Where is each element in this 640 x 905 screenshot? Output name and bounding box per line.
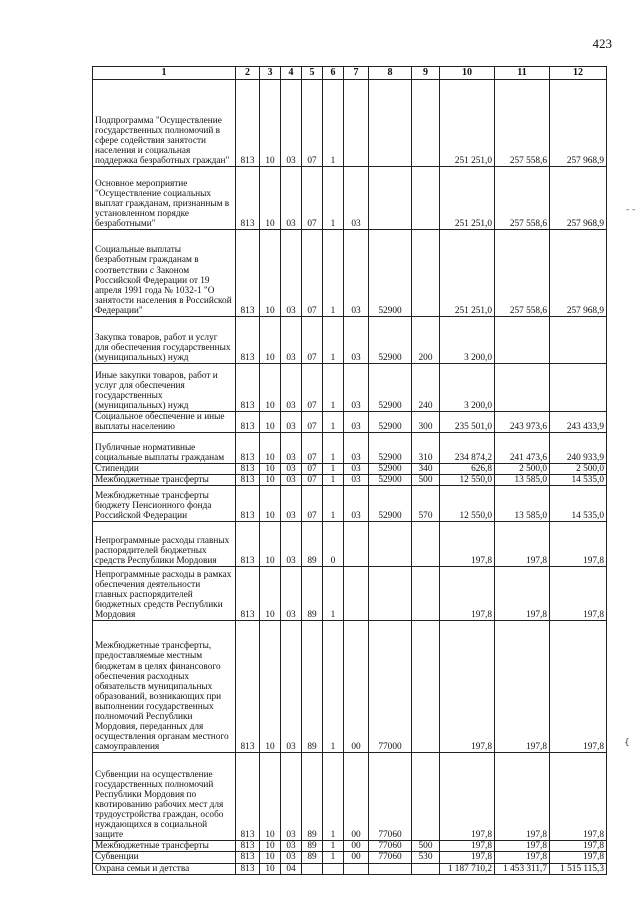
value-cell bbox=[412, 621, 440, 753]
value-cell: 89 bbox=[302, 753, 323, 841]
value-cell: 52900 bbox=[369, 464, 412, 475]
value-cell: 03 bbox=[281, 230, 302, 317]
value-cell: 197,8 bbox=[550, 852, 607, 863]
value-cell: 197,8 bbox=[440, 852, 495, 863]
value-cell: 52900 bbox=[369, 230, 412, 317]
value-cell: 03 bbox=[281, 567, 302, 621]
value-cell: 1 bbox=[323, 621, 344, 753]
value-cell: 813 bbox=[236, 841, 260, 852]
value-cell: 77060 bbox=[369, 753, 412, 841]
value-cell: 813 bbox=[236, 433, 260, 464]
table-row bbox=[93, 852, 607, 863]
table-body bbox=[93, 80, 607, 875]
header-cell: 11 bbox=[495, 67, 550, 80]
value-cell: 235 501,0 bbox=[440, 412, 495, 433]
value-cell: 813 bbox=[236, 464, 260, 475]
table-row bbox=[93, 167, 607, 230]
value-cell bbox=[550, 317, 607, 364]
value-cell: 813 bbox=[236, 863, 260, 874]
header-cell: 4 bbox=[281, 67, 302, 80]
value-cell: 07 bbox=[302, 412, 323, 433]
value-cell: 1 bbox=[323, 464, 344, 475]
value-cell: 3 200,0 bbox=[440, 317, 495, 364]
header-cell: 12 bbox=[550, 67, 607, 80]
value-cell: 197,8 bbox=[550, 567, 607, 621]
value-cell: 03 bbox=[281, 167, 302, 230]
value-cell: 197,8 bbox=[495, 753, 550, 841]
value-cell: 0 bbox=[323, 522, 344, 567]
value-cell: 03 bbox=[281, 412, 302, 433]
value-cell: 03 bbox=[281, 753, 302, 841]
value-cell: 03 bbox=[344, 464, 369, 475]
value-cell: 77060 bbox=[369, 841, 412, 852]
value-cell: 530 bbox=[412, 852, 440, 863]
value-cell: 52900 bbox=[369, 364, 412, 412]
value-cell: 257 558,6 bbox=[495, 167, 550, 230]
value-cell: 813 bbox=[236, 80, 260, 167]
value-cell bbox=[412, 80, 440, 167]
value-cell: 89 bbox=[302, 841, 323, 852]
row-name-cell: Субвенции bbox=[93, 852, 236, 863]
value-cell: 10 bbox=[260, 433, 281, 464]
value-cell: 10 bbox=[260, 486, 281, 522]
value-cell: 197,8 bbox=[440, 753, 495, 841]
table-row bbox=[93, 412, 607, 433]
header-cell: 9 bbox=[412, 67, 440, 80]
table-row bbox=[93, 80, 607, 167]
value-cell: 03 bbox=[281, 841, 302, 852]
value-cell: 257 968,9 bbox=[550, 80, 607, 167]
value-cell: 813 bbox=[236, 753, 260, 841]
table-row bbox=[93, 522, 607, 567]
value-cell: 1 bbox=[323, 364, 344, 412]
value-cell: 03 bbox=[281, 317, 302, 364]
value-cell: 240 bbox=[412, 364, 440, 412]
value-cell: 03 bbox=[344, 412, 369, 433]
value-cell: 1 bbox=[323, 317, 344, 364]
value-cell bbox=[369, 863, 412, 874]
value-cell bbox=[323, 863, 344, 874]
value-cell: 89 bbox=[302, 621, 323, 753]
row-name-cell: Публичные нормативные социальные выплаты гражданам bbox=[93, 433, 236, 464]
value-cell: 200 bbox=[412, 317, 440, 364]
value-cell: 07 bbox=[302, 167, 323, 230]
value-cell: 197,8 bbox=[495, 841, 550, 852]
value-cell: 10 bbox=[260, 567, 281, 621]
value-cell: 10 bbox=[260, 852, 281, 863]
value-cell: 1 453 311,7 bbox=[495, 863, 550, 874]
value-cell: 10 bbox=[260, 80, 281, 167]
value-cell: 07 bbox=[302, 317, 323, 364]
value-cell: 10 bbox=[260, 863, 281, 874]
table-row bbox=[93, 433, 607, 464]
value-cell: 07 bbox=[302, 364, 323, 412]
value-cell: 813 bbox=[236, 364, 260, 412]
value-cell: 10 bbox=[260, 230, 281, 317]
value-cell: 500 bbox=[412, 841, 440, 852]
value-cell: 500 bbox=[412, 475, 440, 486]
table-row bbox=[93, 364, 607, 412]
value-cell: 251 251,0 bbox=[440, 230, 495, 317]
value-cell: 52900 bbox=[369, 412, 412, 433]
value-cell: 240 933,9 bbox=[550, 433, 607, 464]
table-row bbox=[93, 863, 607, 874]
value-cell bbox=[412, 753, 440, 841]
row-name-cell: Охрана семьи и детства bbox=[93, 863, 236, 874]
value-cell: 1 bbox=[323, 753, 344, 841]
value-cell: 10 bbox=[260, 464, 281, 475]
value-cell bbox=[344, 863, 369, 874]
value-cell bbox=[344, 80, 369, 167]
value-cell: 89 bbox=[302, 522, 323, 567]
value-cell: 07 bbox=[302, 230, 323, 317]
value-cell bbox=[412, 863, 440, 874]
row-name-cell: Иные закупки товаров, работ и услуг для обеспечения государственных (муниципальных) нужд bbox=[93, 364, 236, 412]
value-cell: 10 bbox=[260, 753, 281, 841]
header-cell: 2 bbox=[236, 67, 260, 80]
value-cell: 197,8 bbox=[550, 621, 607, 753]
header-cell: 1 bbox=[93, 67, 236, 80]
value-cell: 89 bbox=[302, 567, 323, 621]
value-cell bbox=[369, 522, 412, 567]
row-name-cell: Межбюджетные трансферты, предоставляемые местным бюджетам в целях финансового обеспечения расходных обязательств муниципальных образований, возникающих при выполнении государственных полномочий Республики Мордовия, переданных для осуществления органам местного самоуправления bbox=[93, 621, 236, 753]
value-cell: 197,8 bbox=[550, 841, 607, 852]
value-cell: 197,8 bbox=[495, 621, 550, 753]
value-cell bbox=[302, 863, 323, 874]
value-cell: 1 bbox=[323, 230, 344, 317]
value-cell: 1 bbox=[323, 167, 344, 230]
value-cell: 89 bbox=[302, 852, 323, 863]
value-cell bbox=[412, 230, 440, 317]
value-cell: 77000 bbox=[369, 621, 412, 753]
value-cell: 813 bbox=[236, 621, 260, 753]
row-name-cell: Непрограммные расходы в рамках обеспечения деятельности главных распорядителей бюджетных средств Республики Мордовия bbox=[93, 567, 236, 621]
value-cell: 813 bbox=[236, 475, 260, 486]
value-cell: 07 bbox=[302, 486, 323, 522]
value-cell: 00 bbox=[344, 753, 369, 841]
value-cell: 07 bbox=[302, 475, 323, 486]
value-cell: 52900 bbox=[369, 317, 412, 364]
row-name-cell: Субвенции на осуществление государственных полномочий Республики Мордовия по квотированию рабочих мест для трудоустройства граждан, особо нуждающихся в социальной защите bbox=[93, 753, 236, 841]
value-cell: 07 bbox=[302, 464, 323, 475]
value-cell: 2 500,0 bbox=[495, 464, 550, 475]
table-row bbox=[93, 567, 607, 621]
value-cell: 241 473,6 bbox=[495, 433, 550, 464]
value-cell: 1 187 710,2 bbox=[440, 863, 495, 874]
value-cell: 813 bbox=[236, 317, 260, 364]
value-cell: 00 bbox=[344, 852, 369, 863]
value-cell: 04 bbox=[281, 863, 302, 874]
value-cell: 251 251,0 bbox=[440, 167, 495, 230]
table-row bbox=[93, 317, 607, 364]
value-cell: 257 968,9 bbox=[550, 167, 607, 230]
header-cell: 7 bbox=[344, 67, 369, 80]
row-name-cell: Социальные выплаты безработным гражданам в соответствии с Законом Российской Федерации от 19 апреля 1991 года № 1032-1 "О занятости населения в Российской Федерации" bbox=[93, 230, 236, 317]
value-cell: 813 bbox=[236, 486, 260, 522]
value-cell: 197,8 bbox=[550, 753, 607, 841]
value-cell: 03 bbox=[344, 317, 369, 364]
value-cell: 13 585,0 bbox=[495, 475, 550, 486]
value-cell: 2 500,0 bbox=[550, 464, 607, 475]
value-cell: 243 433,9 bbox=[550, 412, 607, 433]
value-cell bbox=[344, 522, 369, 567]
header-row bbox=[93, 67, 607, 80]
value-cell: 14 535,0 bbox=[550, 475, 607, 486]
row-name-cell: Социальное обеспечение и иные выплаты населению bbox=[93, 412, 236, 433]
value-cell: 197,8 bbox=[550, 522, 607, 567]
margin-mark: { bbox=[624, 738, 630, 748]
value-cell: 12 550,0 bbox=[440, 475, 495, 486]
value-cell: 813 bbox=[236, 852, 260, 863]
value-cell bbox=[495, 317, 550, 364]
value-cell: 00 bbox=[344, 841, 369, 852]
value-cell: 300 bbox=[412, 412, 440, 433]
value-cell: 813 bbox=[236, 167, 260, 230]
value-cell bbox=[495, 364, 550, 412]
value-cell: 03 bbox=[344, 486, 369, 522]
value-cell: 03 bbox=[281, 80, 302, 167]
table-row bbox=[93, 621, 607, 753]
value-cell: 10 bbox=[260, 841, 281, 852]
value-cell: 07 bbox=[302, 80, 323, 167]
value-cell: 03 bbox=[281, 852, 302, 863]
value-cell: 03 bbox=[344, 475, 369, 486]
table-row bbox=[93, 230, 607, 317]
value-cell: 52900 bbox=[369, 475, 412, 486]
header-cell: 3 bbox=[260, 67, 281, 80]
value-cell: 197,8 bbox=[440, 621, 495, 753]
value-cell: 03 bbox=[281, 464, 302, 475]
value-cell: 1 bbox=[323, 567, 344, 621]
row-name-cell: Основное мероприятие "Осуществление социальных выплат гражданам, признанным в установленном порядке безработными" bbox=[93, 167, 236, 230]
page-number: 423 bbox=[592, 36, 612, 51]
value-cell: 3 200,0 bbox=[440, 364, 495, 412]
value-cell: 1 515 115,3 bbox=[550, 863, 607, 874]
value-cell: 257 558,6 bbox=[495, 230, 550, 317]
value-cell: 03 bbox=[344, 364, 369, 412]
value-cell: 52900 bbox=[369, 433, 412, 464]
value-cell: 10 bbox=[260, 621, 281, 753]
row-name-cell: Межбюджетные трансферты бюджету Пенсионного фонда Российской Федерации bbox=[93, 486, 236, 522]
value-cell: 03 bbox=[281, 486, 302, 522]
value-cell bbox=[369, 167, 412, 230]
row-name-cell: Межбюджетные трансферты bbox=[93, 475, 236, 486]
table-row bbox=[93, 753, 607, 841]
value-cell: 1 bbox=[323, 852, 344, 863]
value-cell: 07 bbox=[302, 433, 323, 464]
value-cell: 197,8 bbox=[440, 522, 495, 567]
value-cell: 03 bbox=[281, 364, 302, 412]
value-cell: 10 bbox=[260, 317, 281, 364]
value-cell: 03 bbox=[281, 475, 302, 486]
value-cell: 813 bbox=[236, 230, 260, 317]
value-cell: 626,8 bbox=[440, 464, 495, 475]
row-name-cell: Подпрограмма "Осуществление государственных полномочий в сфере содействия занятости населения и социальная поддержка безработных граждан" bbox=[93, 80, 236, 167]
header-cell: 5 bbox=[302, 67, 323, 80]
row-name-cell: Стипендии bbox=[93, 464, 236, 475]
value-cell bbox=[344, 567, 369, 621]
value-cell: 10 bbox=[260, 475, 281, 486]
value-cell: 52900 bbox=[369, 486, 412, 522]
value-cell: 1 bbox=[323, 475, 344, 486]
header-cell: 6 bbox=[323, 67, 344, 80]
value-cell: 00 bbox=[344, 621, 369, 753]
value-cell: 03 bbox=[344, 230, 369, 317]
value-cell: 197,8 bbox=[440, 567, 495, 621]
value-cell: 1 bbox=[323, 486, 344, 522]
value-cell: 03 bbox=[281, 433, 302, 464]
value-cell: 813 bbox=[236, 522, 260, 567]
table-row bbox=[93, 486, 607, 522]
value-cell: 197,8 bbox=[440, 841, 495, 852]
value-cell: 251 251,0 bbox=[440, 80, 495, 167]
value-cell: 1 bbox=[323, 433, 344, 464]
value-cell: 77060 bbox=[369, 852, 412, 863]
value-cell: 813 bbox=[236, 412, 260, 433]
value-cell bbox=[369, 567, 412, 621]
row-name-cell: Межбюджетные трансферты bbox=[93, 841, 236, 852]
value-cell bbox=[412, 522, 440, 567]
value-cell: 340 bbox=[412, 464, 440, 475]
value-cell: 197,8 bbox=[495, 852, 550, 863]
value-cell: 1 bbox=[323, 80, 344, 167]
value-cell bbox=[550, 364, 607, 412]
value-cell: 13 585,0 bbox=[495, 486, 550, 522]
value-cell bbox=[369, 80, 412, 167]
value-cell: 14 535,0 bbox=[550, 486, 607, 522]
value-cell: 243 973,6 bbox=[495, 412, 550, 433]
value-cell: 03 bbox=[281, 522, 302, 567]
margin-mark: - - bbox=[626, 205, 636, 215]
value-cell: 10 bbox=[260, 167, 281, 230]
row-name-cell: Закупка товаров, работ и услуг для обеспечения государственных (муниципальных) нужд bbox=[93, 317, 236, 364]
value-cell: 310 bbox=[412, 433, 440, 464]
row-name-cell: Непрограммные расходы главных распорядителей бюджетных средств Республики Мордовия bbox=[93, 522, 236, 567]
value-cell bbox=[412, 167, 440, 230]
value-cell: 813 bbox=[236, 567, 260, 621]
value-cell: 1 bbox=[323, 841, 344, 852]
value-cell: 03 bbox=[281, 621, 302, 753]
value-cell bbox=[412, 567, 440, 621]
value-cell: 03 bbox=[344, 433, 369, 464]
value-cell: 197,8 bbox=[495, 567, 550, 621]
header-cell: 8 bbox=[369, 67, 412, 80]
table-row bbox=[93, 841, 607, 852]
value-cell: 197,8 bbox=[495, 522, 550, 567]
value-cell: 12 550,0 bbox=[440, 486, 495, 522]
value-cell: 257 558,6 bbox=[495, 80, 550, 167]
header-cell: 10 bbox=[440, 67, 495, 80]
value-cell: 03 bbox=[344, 167, 369, 230]
value-cell: 1 bbox=[323, 412, 344, 433]
value-cell: 10 bbox=[260, 412, 281, 433]
table-row bbox=[93, 475, 607, 486]
value-cell: 234 874,2 bbox=[440, 433, 495, 464]
value-cell: 10 bbox=[260, 522, 281, 567]
value-cell: 570 bbox=[412, 486, 440, 522]
value-cell: 257 968,9 bbox=[550, 230, 607, 317]
value-cell: 10 bbox=[260, 364, 281, 412]
budget-table bbox=[92, 66, 607, 875]
table-row bbox=[93, 464, 607, 475]
